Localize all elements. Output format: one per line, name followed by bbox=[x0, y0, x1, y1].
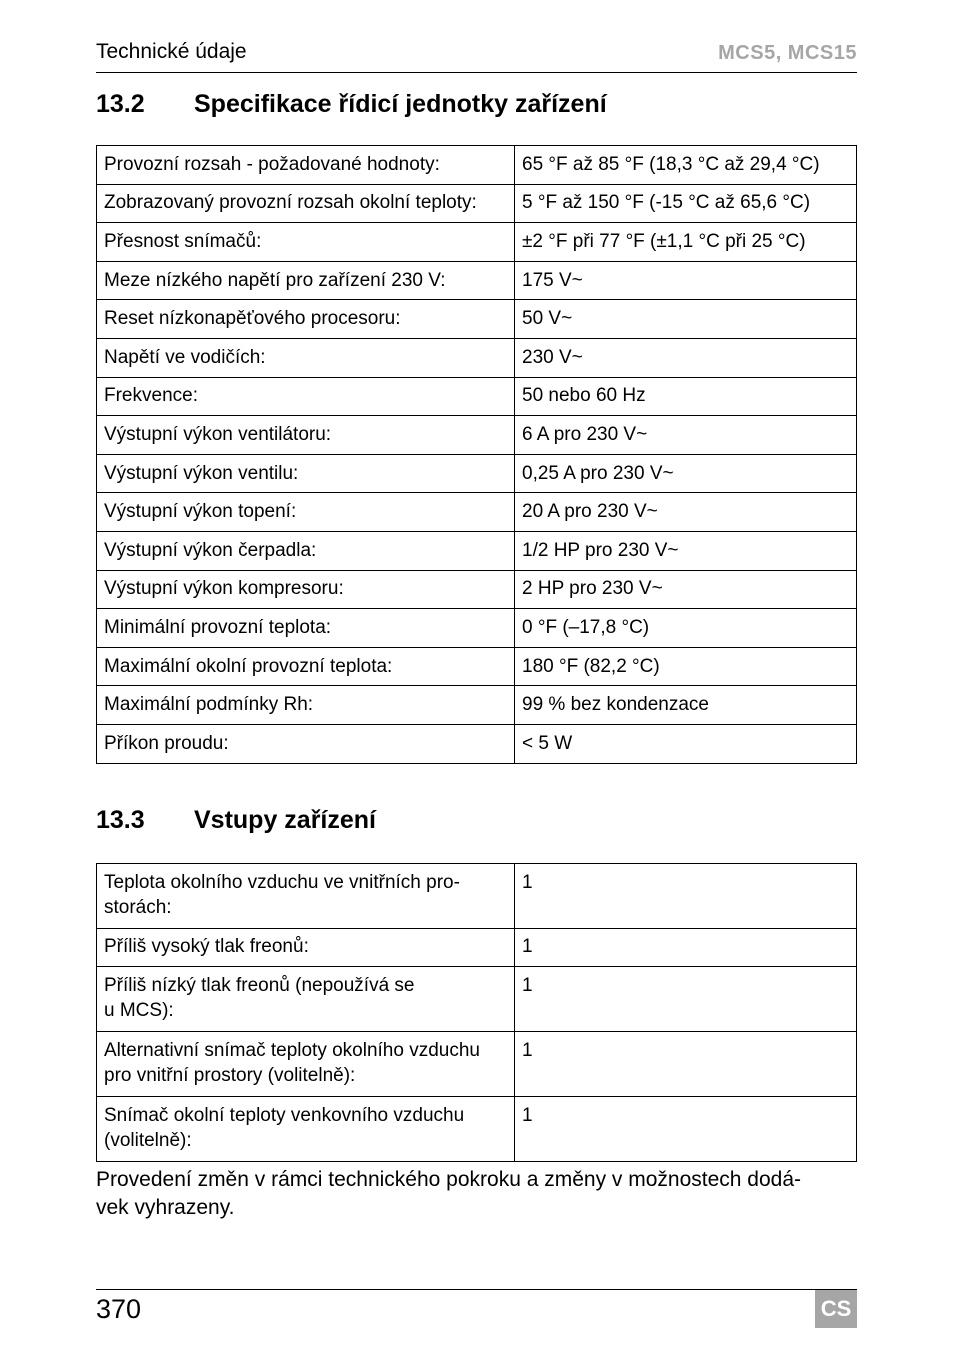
section-title: Specifikace řídicí jednotky zařízení bbox=[194, 90, 607, 118]
spec-value: 1/2 HP pro 230 V~ bbox=[515, 531, 857, 570]
spec-row bbox=[97, 338, 857, 377]
input-count: 1 bbox=[515, 967, 857, 1032]
spec-label: Napětí ve vodičích: bbox=[97, 338, 515, 377]
spec-row bbox=[97, 261, 857, 300]
spec-value: 175 V~ bbox=[515, 261, 857, 300]
input-row bbox=[97, 967, 857, 1032]
spec-label: Zobrazovaný provozní rozsah okolní teploty: bbox=[97, 184, 515, 223]
spec-row bbox=[97, 146, 857, 185]
input-row bbox=[97, 1032, 857, 1097]
spec-row bbox=[97, 570, 857, 609]
spec-label: Výstupní výkon ventilu: bbox=[97, 454, 515, 493]
spec-label: Maximální podmínky Rh: bbox=[97, 686, 515, 725]
section-heading-13-3 bbox=[96, 806, 376, 835]
spec-label: Frekvence: bbox=[97, 377, 515, 416]
section-number: 13.2 bbox=[96, 90, 145, 118]
input-row bbox=[97, 1097, 857, 1162]
inputs-table bbox=[96, 863, 857, 1162]
spec-label: Přesnost snímačů: bbox=[97, 223, 515, 262]
spec-row bbox=[97, 647, 857, 686]
spec-label: Maximální okolní provozní teplota: bbox=[97, 647, 515, 686]
spec-row bbox=[97, 686, 857, 725]
spec-value: 0,25 A pro 230 V~ bbox=[515, 454, 857, 493]
spec-label: Příkon proudu: bbox=[97, 724, 515, 763]
spec-value: 230 V~ bbox=[515, 338, 857, 377]
spec-label: Výstupní výkon kompresoru: bbox=[97, 570, 515, 609]
spec-row bbox=[97, 454, 857, 493]
input-count: 1 bbox=[515, 929, 857, 967]
input-label: Příliš vysoký tlak freonů: bbox=[97, 929, 515, 967]
section-heading-13-2 bbox=[96, 90, 607, 119]
spec-value: 99 % bez kondenzace bbox=[515, 686, 857, 725]
input-row bbox=[97, 864, 857, 929]
input-count: 1 bbox=[515, 1032, 857, 1097]
header-model: MCS5, MCS15 bbox=[718, 42, 857, 64]
spec-label: Výstupní výkon topení: bbox=[97, 493, 515, 532]
spec-row bbox=[97, 184, 857, 223]
spec-value: 50 nebo 60 Hz bbox=[515, 377, 857, 416]
disclaimer-note: Provedení změn v rámci technického pokroku a změny v možnostech dodá- vek vyhrazeny. bbox=[96, 1168, 802, 1219]
input-label: Snímač okolní teploty venkovního vzduchu (volitelně): bbox=[97, 1097, 515, 1162]
spec-value: 65 °F až 85 °F (18,3 °C až 29,4 °C) bbox=[515, 146, 857, 185]
spec-table bbox=[96, 145, 857, 764]
page-header bbox=[96, 40, 857, 73]
spec-row bbox=[97, 300, 857, 339]
section-number: 13.3 bbox=[96, 806, 145, 834]
input-label: Teplota okolního vzduchu ve vnitřních pro- storách: bbox=[97, 864, 515, 929]
spec-value: 5 °F až 150 °F (-15 °C až 65,6 °C) bbox=[515, 184, 857, 223]
spec-label: Reset nízkonapěťového procesoru: bbox=[97, 300, 515, 339]
input-label: Alternativní snímač teploty okolního vzduchu pro vnitřní prostory (volitelně): bbox=[97, 1032, 515, 1097]
footer-divider bbox=[96, 1289, 857, 1290]
spec-value: 6 A pro 230 V~ bbox=[515, 416, 857, 455]
spec-row bbox=[97, 416, 857, 455]
spec-value: 180 °F (82,2 °C) bbox=[515, 647, 857, 686]
spec-row bbox=[97, 724, 857, 763]
spec-label: Výstupní výkon ventilátoru: bbox=[97, 416, 515, 455]
spec-label: Meze nízkého napětí pro zařízení 230 V: bbox=[97, 261, 515, 300]
spec-value: 0 °F (–17,8 °C) bbox=[515, 609, 857, 648]
input-label: Příliš nízký tlak freonů (nepoužívá se u MCS): bbox=[97, 967, 515, 1032]
input-row bbox=[97, 929, 857, 967]
spec-row bbox=[97, 531, 857, 570]
spec-value: 2 HP pro 230 V~ bbox=[515, 570, 857, 609]
spec-value: ±2 °F při 77 °F (±1,1 °C při 25 °C) bbox=[515, 223, 857, 262]
language-badge: CS bbox=[815, 1290, 857, 1328]
section-title: Vstupy zařízení bbox=[194, 806, 376, 834]
spec-label: Minimální provozní teplota: bbox=[97, 609, 515, 648]
spec-row bbox=[97, 493, 857, 532]
spec-row bbox=[97, 223, 857, 262]
spec-label: Výstupní výkon čerpadla: bbox=[97, 531, 515, 570]
spec-row bbox=[97, 377, 857, 416]
input-count: 1 bbox=[515, 864, 857, 929]
spec-label: Provozní rozsah - požadované hodnoty: bbox=[97, 146, 515, 185]
page-number: 370 bbox=[96, 1294, 142, 1324]
header-title: Technické údaje bbox=[96, 40, 247, 63]
spec-row bbox=[97, 609, 857, 648]
spec-value: 50 V~ bbox=[515, 300, 857, 339]
input-count: 1 bbox=[515, 1097, 857, 1162]
spec-value: 20 A pro 230 V~ bbox=[515, 493, 857, 532]
spec-value: < 5 W bbox=[515, 724, 857, 763]
